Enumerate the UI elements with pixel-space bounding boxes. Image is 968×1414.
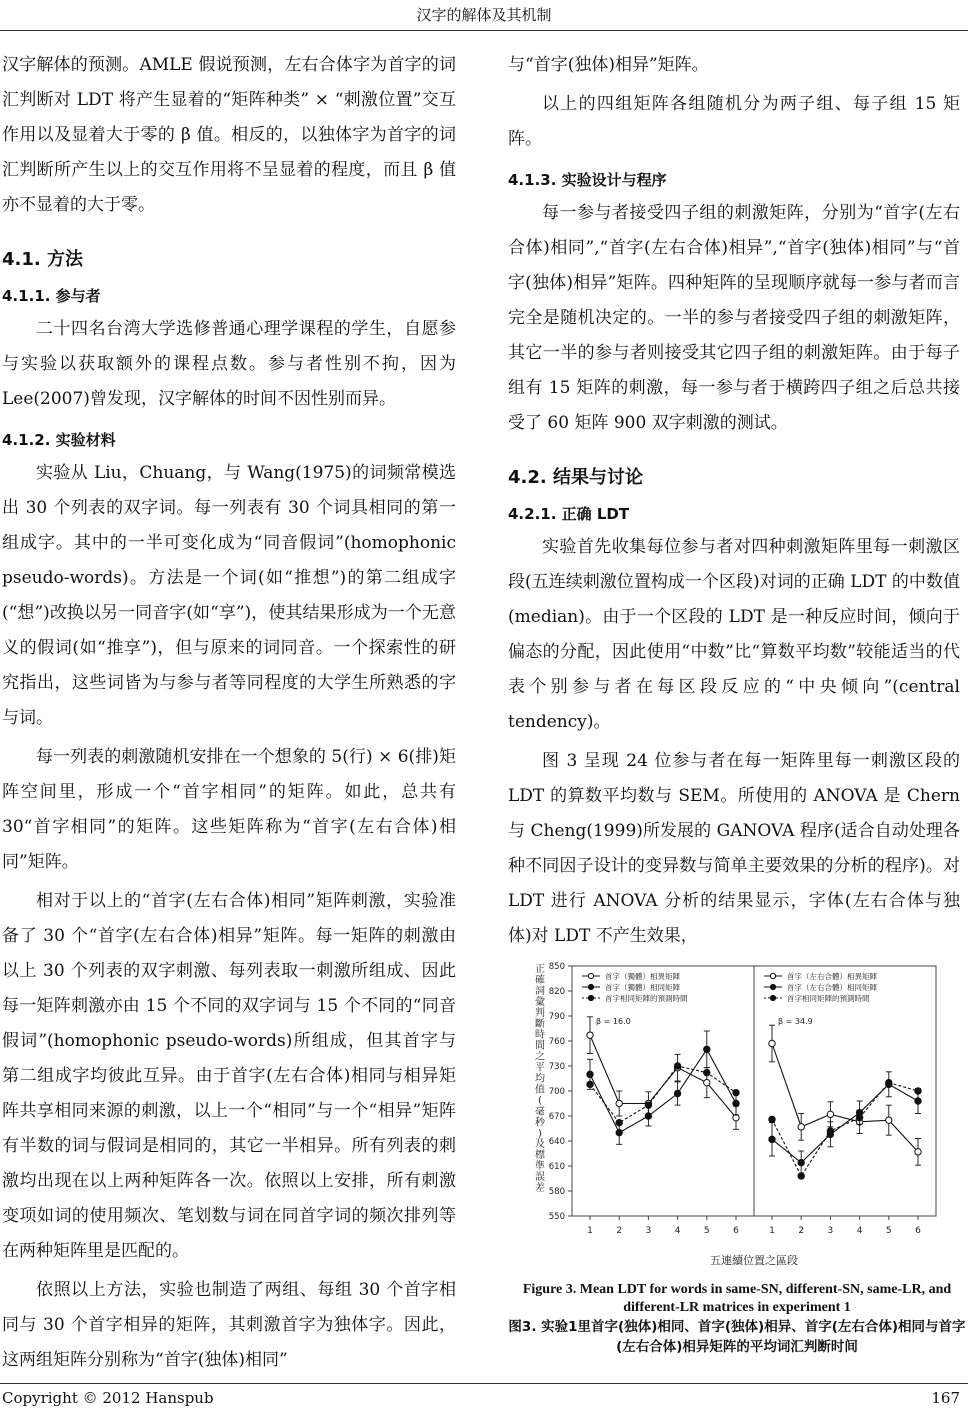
participants-paragraph: 二十四名台湾大学选修普通心理学课程的学生，自愿参与实验以获取额外的课程点数。参与者性别不拘，因为 Lee(2007)曾发现，汉字解体的时间不因性别而异。	[2, 319, 456, 409]
beta-label: β = 16.0	[596, 1017, 631, 1026]
y-tick-label: 640	[548, 1137, 565, 1147]
x-tick-label: 6	[915, 1226, 921, 1236]
data-point	[798, 1124, 804, 1130]
y-tick-label: 850	[548, 962, 565, 972]
y-axis-label: 正確詞彙判斷時間之平均值(毫秒)及標準誤差	[535, 964, 545, 1195]
y-tick-label: 550	[548, 1212, 565, 1222]
data-point	[769, 1116, 775, 1122]
y-tick-label: 730	[548, 1062, 565, 1072]
x-tick-label: 1	[769, 1226, 775, 1236]
data-point	[769, 1040, 775, 1046]
data-point	[587, 1032, 593, 1038]
legend-entry: 首字（左右合體）相同矩陣	[787, 983, 877, 992]
legend-marker	[588, 973, 593, 978]
data-point	[704, 1079, 710, 1085]
x-tick-label: 2	[798, 1226, 805, 1236]
x-tick-label: 1	[587, 1226, 593, 1236]
data-point	[704, 1069, 710, 1075]
intro-paragraph: 汉字解体的预测。AMLE 假说预测，左右合体字为首字的词汇判断对 LDT 将产生显着的“矩阵种类” × “刺激位置”交互作用以及显着大于零的 β 值。相反的，以独体字为首字的词汇判断所产生以上的交互作用将不呈显着的程度，而且 β 值亦不显着的大于零。	[2, 55, 456, 215]
left-column	[2, 48, 456, 1382]
legend-entry: 首字（左右合體）相異矩陣	[787, 972, 877, 981]
y-tick-label: 820	[548, 987, 565, 997]
data-point	[587, 1071, 593, 1077]
series-line	[772, 1044, 918, 1152]
ldt-paragraph-2: 图 3 呈现 24 位参与者在每一矩阵里每一刺激区段的 LDT 的算数平均数与 SEM。所使用的 ANOVA 是 Chern 与 Cheng(1999)所发展的 GANOVA 程序(适合自动处理各种不同因子设计的变异数与简单主要效果的分析的程序)。对 LDT 进行 ANOVA 分析的结果显示，字体(左右合体与独体)对 LDT 不产生效果，	[508, 751, 960, 946]
series-line	[772, 1083, 918, 1176]
data-point	[798, 1159, 804, 1165]
materials-paragraph-2: 每一列表的刺激随机安排在一个想象的 5(行) × 6(排)矩阵空间里，形成一个“首字相同”的矩阵。如此，总共有 30“首字相同”的矩阵。这些矩阵称为“首字(左右合体)相同”矩阵。	[2, 747, 456, 872]
data-point	[915, 1149, 921, 1155]
data-point	[645, 1113, 651, 1119]
data-point	[645, 1102, 651, 1108]
data-point	[616, 1119, 622, 1125]
y-tick-label: 700	[548, 1087, 565, 1097]
x-tick-label: 5	[885, 1226, 892, 1236]
x-tick-label: 2	[616, 1226, 623, 1236]
data-point	[733, 1089, 739, 1095]
subsection-heading-materials: 4.1.2. 实验材料	[2, 431, 116, 449]
materials-paragraph-3: 相对于以上的“首字(左右合体)相同”矩阵刺激，实验准备了 30 个“首字(左右合体)相异”矩阵。每一矩阵的刺激由以上 30 个列表的双字刺激、每列表取一刺激所组成、因此每一矩阵刺激亦由 15 个不同的双字词与 15 个不同的“同音假词”(homophonic pseudo-words)所组成，但其首字与第二组成字均彼此互异。由于首字(左右合体)相同与相异矩阵共享相同来源的刺激，以上一个“相同”与一个“相异”矩阵有半数的词与假词是相同的，其它一半相异。所有列表的刺激均出现在以上两种矩阵各一次。依照以上安排，所有刺激变项如词的使用频次、笔划数与词在同首字词的频次排列等在两种矩阵里是匹配的。	[2, 891, 456, 1261]
data-point	[616, 1129, 622, 1135]
data-point	[856, 1114, 862, 1120]
data-point	[587, 1081, 593, 1087]
x-tick-label: 3	[645, 1226, 652, 1236]
series-line	[772, 1084, 918, 1162]
legend-marker	[588, 984, 593, 989]
data-point	[769, 1136, 775, 1142]
data-point	[674, 1063, 680, 1069]
page-number: 167	[931, 1389, 960, 1407]
legend-entry: 首字相同矩陣的預測時間	[787, 994, 870, 1003]
x-tick-label: 3	[827, 1226, 834, 1236]
figure-3-chart	[522, 952, 946, 1270]
y-tick-label: 790	[548, 1012, 565, 1022]
subsection-heading-participants: 4.1.1. 参与者	[2, 287, 101, 305]
y-tick-label: 760	[548, 1037, 565, 1047]
x-tick-label: 5	[703, 1226, 710, 1236]
y-tick-label: 610	[548, 1162, 565, 1172]
running-header: 汉字的解体及其机制	[416, 6, 552, 24]
footer-rule	[0, 1383, 968, 1384]
copyright-notice: Copyright © 2012 Hanspub	[2, 1389, 214, 1407]
x-tick-label: 4	[856, 1226, 863, 1236]
subsection-heading-design: 4.1.3. 实验设计与程序	[508, 171, 667, 189]
legend-entry: 首字（獨體）相異矩陣	[605, 972, 680, 981]
data-point	[915, 1098, 921, 1104]
y-tick-label: 580	[548, 1187, 565, 1197]
materials-paragraph-4: 依照以上方法，实验也制造了两组、每组 30 个首字相同与 30 个首字相异的矩阵，其刺激首字为独体字。因此，这两组矩阵分别称为“首字(独体)相同”	[2, 1280, 456, 1370]
legend-entry: 首字（獨體）相同矩陣	[605, 983, 680, 992]
continuation-paragraph: 与“首字(独体)相异”矩阵。	[508, 55, 709, 75]
legend-entry: 首字相同矩陣的預測時間	[605, 994, 688, 1003]
split-paragraph: 以上的四组矩阵各组随机分为两子组、每子组 15 矩阵。	[508, 94, 960, 149]
x-axis-label: 五連續位置之區段	[710, 1254, 798, 1267]
design-paragraph: 每一参与者接受四子组的刺激矩阵，分别为“首字(左右合体)相同”,“首字(左右合体)相异”,“首字(独体)相同”与“首字(独体)相异”矩阵。四种矩阵的呈现顺序就每一参与者而言完全是随机决定的。一半的参与者接受四子组的刺激矩阵，其它一半的参与者则接受其它四子组的刺激矩阵。由于每子组有 15 矩阵的刺激，每一参与者于横跨四子组之后总共接受了 60 矩阵 900 双字刺激的测试。	[508, 203, 960, 433]
data-point	[733, 1100, 739, 1106]
legend-marker	[588, 995, 593, 1000]
right-column	[508, 48, 960, 958]
series-line	[590, 1066, 736, 1123]
ldt-paragraph-1: 实验首先收集每位参与者对四种刺激矩阵里每一刺激区段(五连续刺激位置构成一个区段)对词的正确 LDT 的中数值(median)。由于一个区段的 LDT 是一种反应时间，倾向于偏态的分配，因此使用“中数”比“算数平均数”较能适当的代表个别参与者在每区段反应的“中央倾向”(central tendency)。	[508, 537, 960, 732]
data-point	[616, 1100, 622, 1106]
figure-caption-english: Figure 3. Mean LDT for words in same-SN, different-SN, same-LR, and different-LR matrices in experiment 1	[522, 1282, 952, 1315]
data-point	[798, 1173, 804, 1179]
section-heading-method: 4.1. 方法	[2, 249, 83, 270]
data-point	[827, 1128, 833, 1134]
beta-label: β = 34.9	[778, 1017, 813, 1026]
figure-caption-chinese: 图3. 实验1里首字(独体)相同、首字(独体)相异、首字(左右合体)相同与首字(左右合体)相异矩阵的平均词汇判断时间	[508, 1319, 966, 1355]
section-heading-results: 4.2. 结果与讨论	[508, 467, 643, 488]
header-rule	[0, 30, 968, 31]
data-point	[886, 1117, 892, 1123]
subsection-heading-ldt: 4.2.1. 正确 LDT	[508, 505, 630, 523]
materials-paragraph-1: 实验从 Liu，Chuang，与 Wang(1975)的词频常模选出 30 个列表的双字词。每一列表有 30 个词具相同的第一组成字。其中的一半可变化成为“同音假词”(homophonic pseudo-words)。方法是一个词(如“推想”)的第二组成字(“想”)改换以另一同音字(如“享”)，使其结果形成为一个无意义的假词(如“推享”)，但与原来的词同音。一个探索性的研究指出，这些词皆为与参与者等同程度的大学生所熟悉的字与词。	[2, 463, 456, 728]
legend-marker	[770, 995, 775, 1000]
data-point	[674, 1090, 680, 1096]
legend-marker	[770, 973, 775, 978]
data-point	[886, 1079, 892, 1085]
data-point	[827, 1111, 833, 1117]
legend-marker	[770, 984, 775, 989]
x-tick-label: 4	[674, 1226, 681, 1236]
y-tick-label: 670	[548, 1112, 565, 1122]
data-point	[704, 1046, 710, 1052]
x-tick-label: 6	[733, 1226, 739, 1236]
data-point	[915, 1088, 921, 1094]
